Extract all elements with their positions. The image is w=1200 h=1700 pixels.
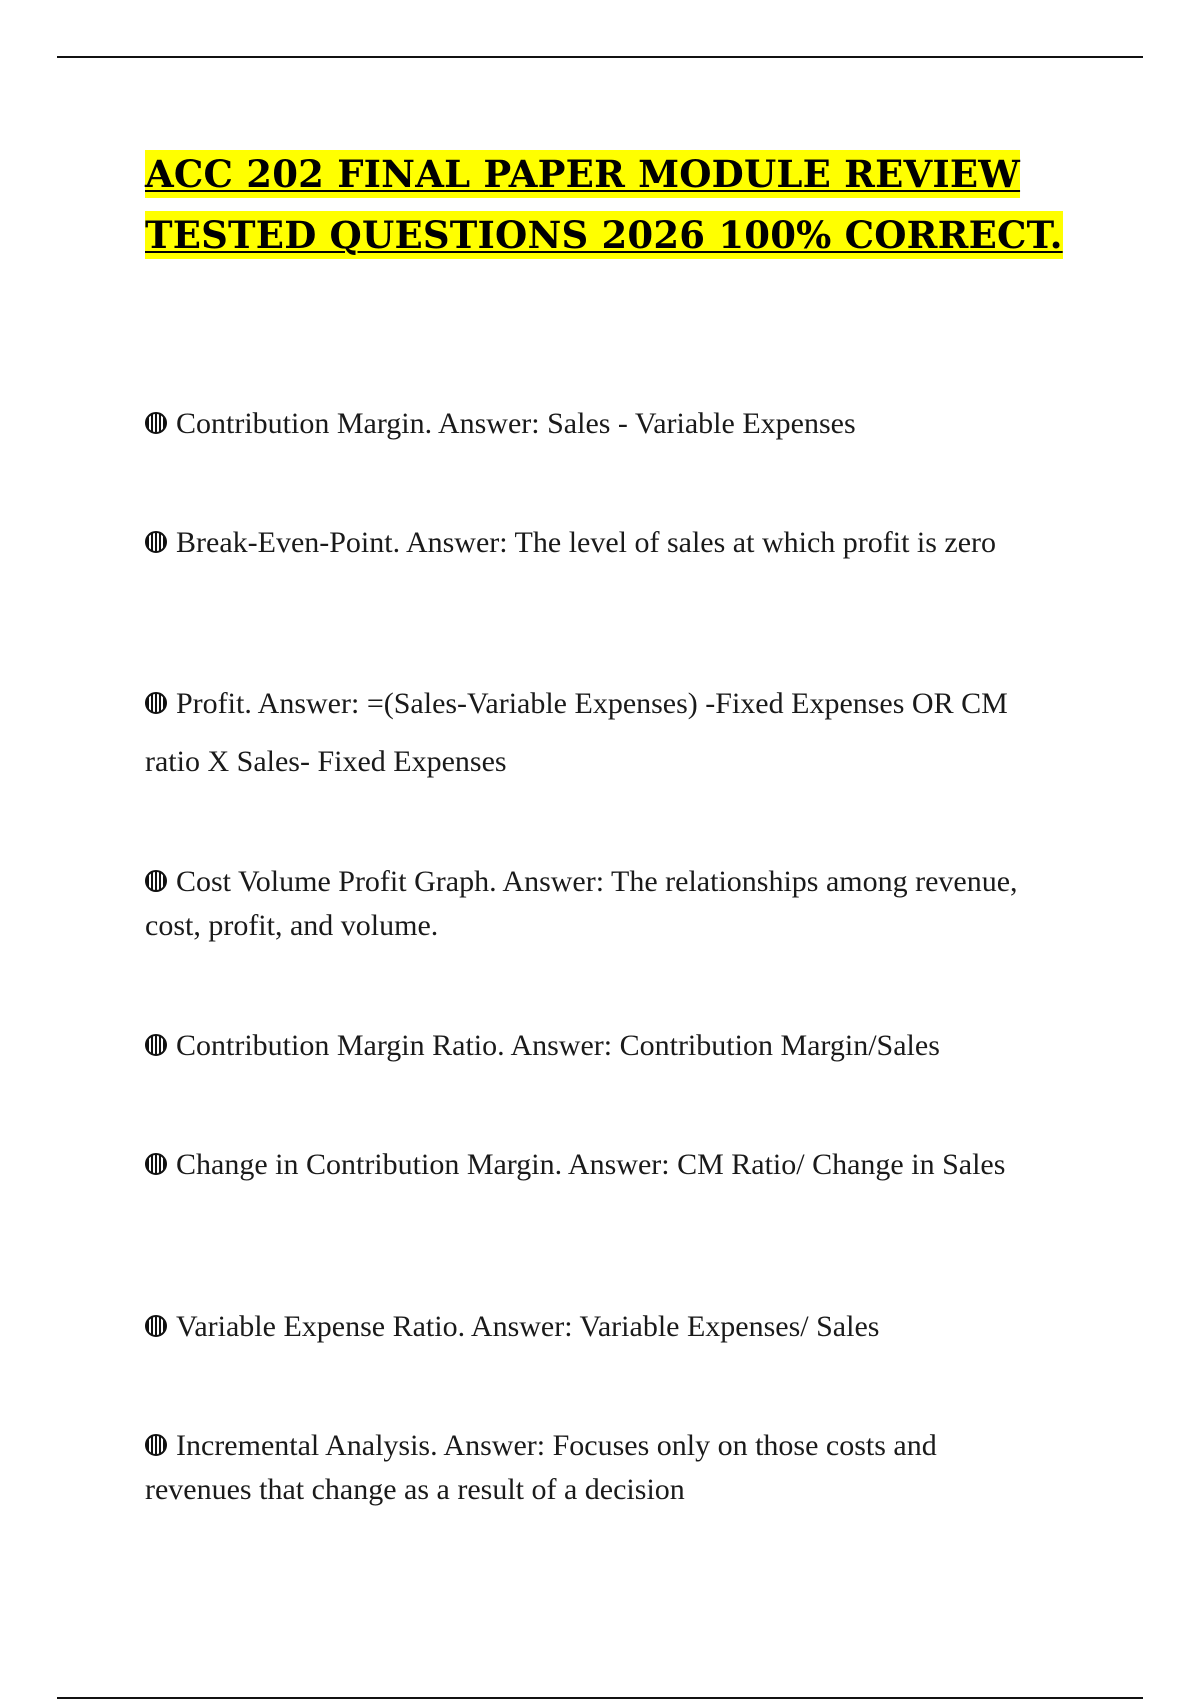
qa-item-7-text: Variable Expense Ratio. Answer: Variable Expenses/ Sales (176, 1310, 880, 1343)
striped-circle-bullet-icon (145, 1434, 167, 1456)
qa-item-3 (145, 675, 1035, 791)
qa-item-8 (145, 1424, 1035, 1512)
striped-circle-bullet-icon (145, 412, 167, 434)
qa-item-2-text: Break-Even-Point. Answer: The level of sales at which profit is zero (176, 526, 997, 559)
document-title (145, 144, 1085, 266)
qa-item-3-text: Profit. Answer: =(Sales-Variable Expenses) -Fixed Expenses OR CM ratio X Sales- Fixed Expenses (145, 687, 1008, 778)
qa-item-5-text: Contribution Margin Ratio. Answer: Contribution Margin/Sales (176, 1029, 940, 1062)
qa-item-7 (145, 1305, 1035, 1349)
qa-item-6-text: Change in Contribution Margin. Answer: CM Ratio/ Change in Sales (176, 1148, 1006, 1181)
striped-circle-bullet-icon (145, 1153, 167, 1175)
document-title-text: ACC 202 FINAL PAPER MODULE REVIEW TESTED QUESTIONS 2026 100% CORRECT. (145, 152, 1063, 257)
qa-item-1-text: Contribution Margin. Answer: Sales - Variable Expenses (176, 407, 856, 440)
striped-circle-bullet-icon (145, 1315, 167, 1337)
qa-item-2 (145, 521, 1035, 565)
striped-circle-bullet-icon (145, 1034, 167, 1056)
qa-item-4-text: Cost Volume Profit Graph. Answer: The relationships among revenue, cost, profit, and volume. (145, 865, 1018, 942)
qa-item-4 (145, 860, 1035, 948)
qa-item-6 (145, 1143, 1035, 1187)
striped-circle-bullet-icon (145, 870, 167, 892)
bottom-page-rule (57, 1697, 1143, 1699)
qa-item-8-text: Incremental Analysis. Answer: Focuses only on those costs and revenues that change as a result of a decision (145, 1429, 937, 1506)
qa-item-1 (145, 402, 1035, 446)
striped-circle-bullet-icon (145, 692, 167, 714)
top-page-rule (57, 56, 1143, 58)
striped-circle-bullet-icon (145, 531, 167, 553)
qa-item-5 (145, 1024, 1035, 1068)
